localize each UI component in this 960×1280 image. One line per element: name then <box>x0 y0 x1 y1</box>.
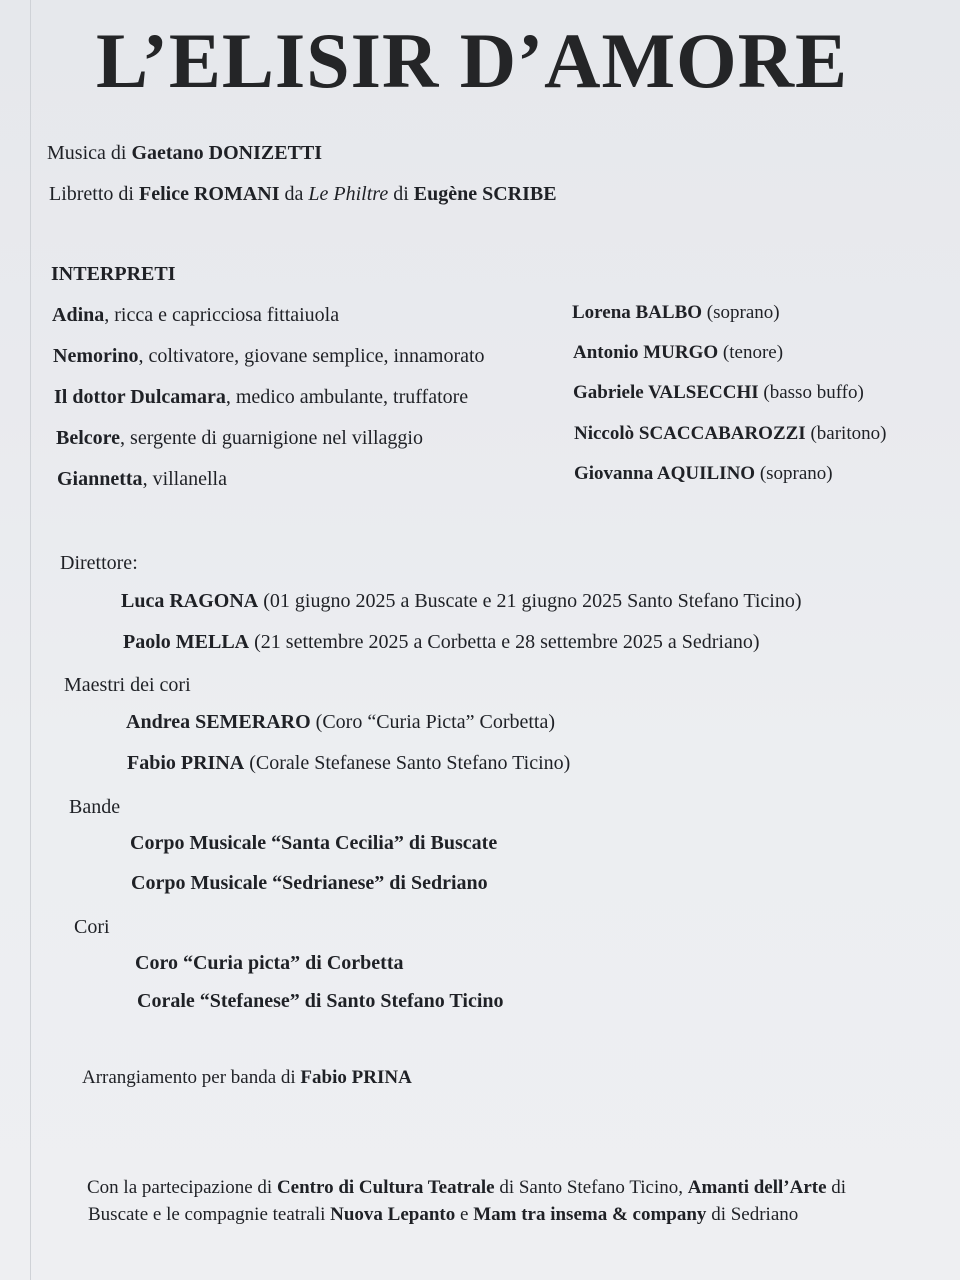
singer-giannetta: Giovanna AQUILINO (soprano) <box>574 463 833 484</box>
libretto-credit: Libretto di Felice ROMANI da Le Philtre di Eugène SCRIBE <box>49 183 557 205</box>
singer-adina: Lorena BALBO (soprano) <box>572 302 780 323</box>
role-dulcamara: Il dottor Dulcamara, medico ambulante, truffatore <box>54 386 469 408</box>
arrangiamento-line: Arrangiamento per banda di Fabio PRINA <box>82 1067 412 1088</box>
direttore-entry: Paolo MELLA (21 settembre 2025 a Corbetta e 28 settembre 2025 a Sedriano) <box>123 631 760 653</box>
partecipazione-line-2: Buscate e le compagnie teatrali Nuova Lepanto e Mam tra insema & company di Sedriano <box>88 1204 799 1225</box>
role-adina: Adina, ricca e capricciosa fittaiuola <box>52 304 340 326</box>
page-fold-line <box>30 0 31 1280</box>
direttore-entry: Luca RAGONA (01 giugno 2025 a Buscate e 21 giugno 2025 Santo Stefano Ticino) <box>121 590 802 612</box>
role-nemorino: Nemorino, coltivatore, giovane semplice, innamorato <box>53 345 485 367</box>
singer-dulcamara: Gabriele VALSECCHI (basso buffo) <box>573 382 864 403</box>
coro-entry: Corale “Stefanese” di Santo Stefano Ticino <box>137 990 504 1012</box>
coro-entry: Coro “Curia picta” di Corbetta <box>135 952 404 974</box>
direttore-heading: Direttore: <box>60 552 138 574</box>
maestro-entry: Fabio PRINA (Corale Stefanese Santo Stefano Ticino) <box>127 752 571 774</box>
opera-title: L’ELISIR D’AMORE <box>96 17 849 104</box>
singer-belcore: Niccolò SCACCABAROZZI (baritono) <box>574 423 887 444</box>
maestri-heading: Maestri dei cori <box>64 674 191 696</box>
maestro-entry: Andrea SEMERARO (Coro “Curia Picta” Corbetta) <box>126 711 556 733</box>
partecipazione-line-1: Con la partecipazione di Centro di Cultura Teatrale di Santo Stefano Ticino, Amanti dell’Arte di <box>87 1177 847 1198</box>
bande-heading: Bande <box>69 796 121 818</box>
role-belcore: Belcore, sergente di guarnigione nel villaggio <box>56 427 423 449</box>
role-giannetta: Giannetta, villanella <box>57 468 227 490</box>
banda-entry: Corpo Musicale “Sedrianese” di Sedriano <box>131 872 488 894</box>
singer-nemorino: Antonio MURGO (tenore) <box>573 342 784 363</box>
music-credit: Musica di Gaetano DONIZETTI <box>47 142 323 164</box>
banda-entry: Corpo Musicale “Santa Cecilia” di Buscate <box>130 832 498 854</box>
interpreti-heading: INTERPRETI <box>51 263 176 285</box>
cori-heading: Cori <box>74 916 110 938</box>
